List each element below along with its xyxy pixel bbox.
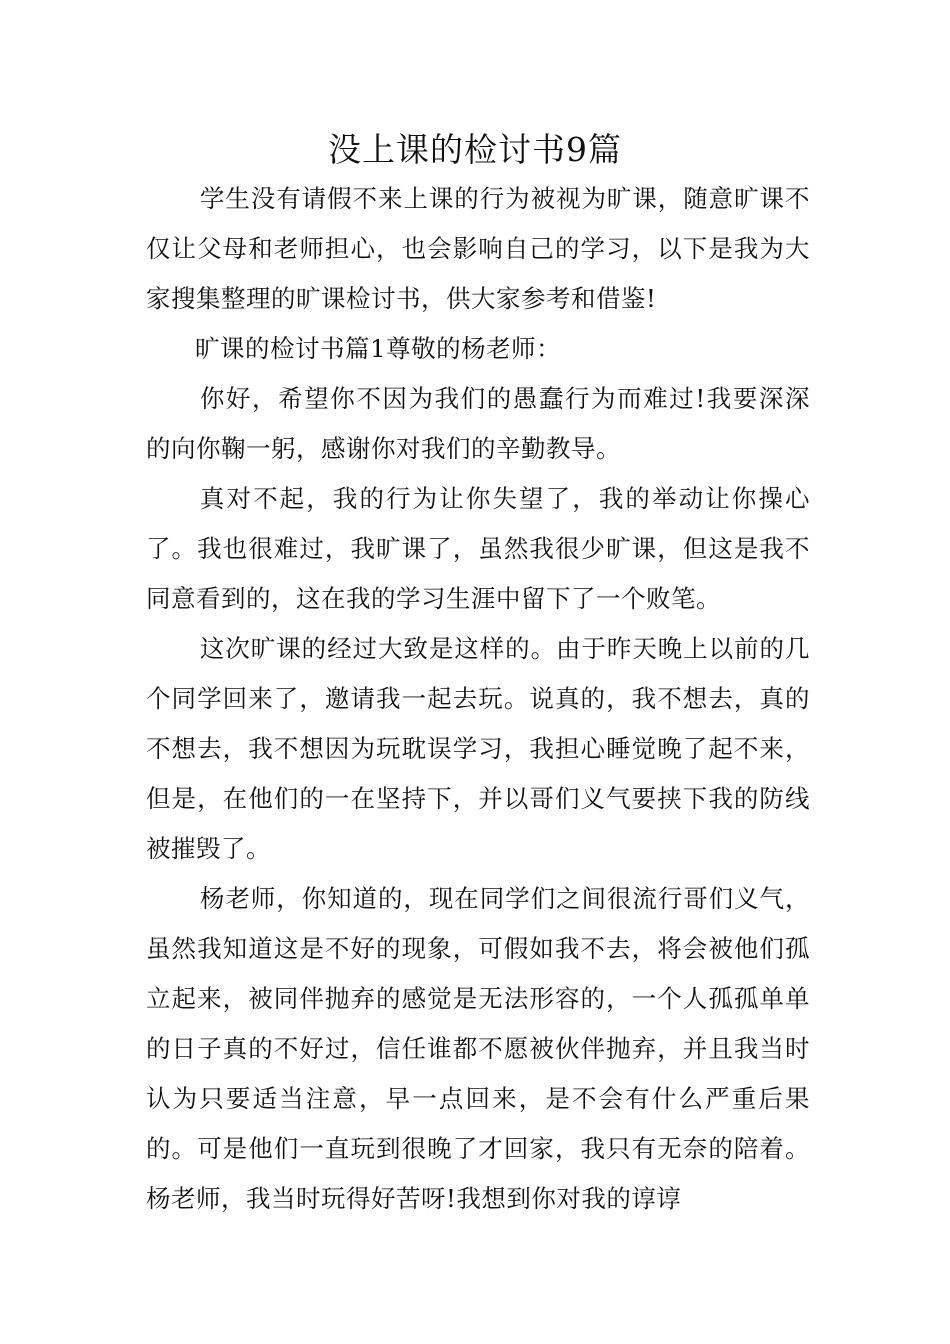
document-title: 没上课的检讨书9篇	[328, 130, 622, 169]
paragraph-intro: 学生没有请假不来上课的行为被视为旷课，随意旷课不仅让父母和老师担心，也会影响自己的学习，以下是我为大家搜集整理的旷课检讨书，供大家参考和借鉴!	[146, 184, 810, 313]
paragraph-apology: 真对不起，我的行为让你失望了，我的举动让你操心了。我也很难过，我旷课了，虽然我很少旷课，但这是我不同意看到的，这在我的学习生涯中留下了一个败笔。	[146, 484, 810, 613]
paragraph-greeting: 你好，希望你不因为我们的愚蠢行为而难过!我要深深的向你鞠一躬，感谢你对我们的辛勤教导。	[146, 384, 810, 463]
paragraph-account: 这次旷课的经过大致是这样的。由于昨天晚上以前的几个同学回来了，邀请我一起去玩。说真的，我不想去，真的不想去，我不想因为玩耽误学习，我担心睡觉晚了起不来，但是，在他们的一在坚持下，并以哥们义气要挟下我的防线被摧毁了。	[146, 634, 810, 863]
paragraph-salutation: 旷课的检讨书篇1尊敬的杨老师：	[195, 334, 562, 363]
document-body	[146, 174, 810, 1224]
paragraph-explanation: 杨老师，你知道的，现在同学们之间很流行哥们义气，虽然我知道这是不好的现象，可假如我不去，将会被他们孤立起来，被同伴抛弃的感觉是无法形容的，一个人孤孤单单的日子真的不好过，信任谁都不愿被伙伴抛弃，并且我当时认为只要适当注意，早一点回来，是不会有什么严重后果的。可是他们一直玩到很晚了才回家，我只有无奈的陪着。杨老师，我当时玩得好苦呀!我想到你对我的谆谆	[146, 884, 810, 1213]
